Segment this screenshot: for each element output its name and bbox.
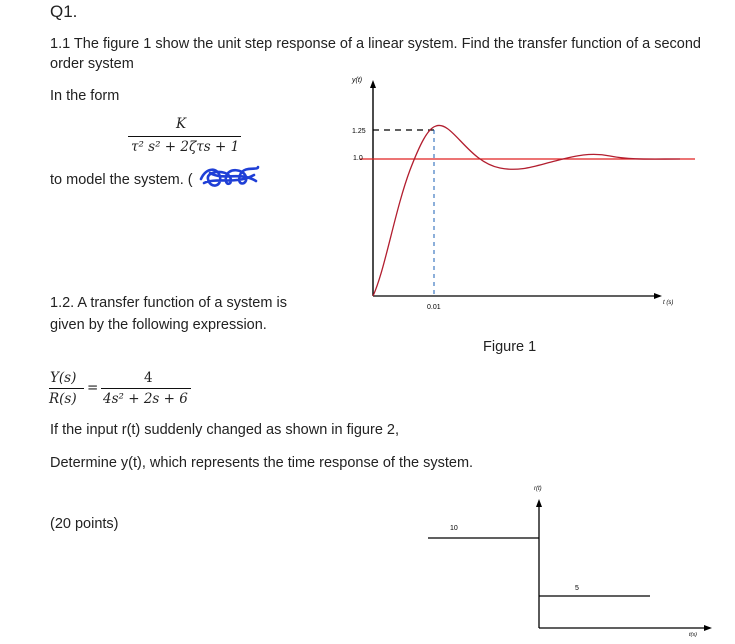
- points-label: (20 points): [50, 516, 119, 532]
- figure1-step-response: [340, 70, 700, 320]
- tf-denominator: τ² s² + 2ζτs + 1: [131, 139, 240, 155]
- input-change-text: If the input r(t) suddenly changed as shown in figure 2,: [50, 422, 400, 438]
- tf-numerator: K: [176, 116, 187, 132]
- eq-equals: =: [87, 380, 99, 396]
- eq-rhs-fraction-bar: [101, 388, 191, 389]
- figure1-caption: Figure 1: [483, 339, 537, 355]
- fig1-tick-10: 1.0: [353, 155, 363, 162]
- eq-rhs-denominator: 4s² + 2s + 6: [103, 391, 188, 407]
- eq-lhs-fraction-bar: [49, 388, 84, 389]
- question-1-1-line1: 1.1 The figure 1 show the unit step response of a linear system. Find the transfer function of a second: [50, 36, 701, 52]
- form-label: In the form: [50, 88, 120, 104]
- fig1-response-curve: [373, 125, 680, 296]
- eq-lhs-denominator: R(s): [49, 391, 77, 407]
- fig1-tick-t: 0.01: [427, 304, 441, 311]
- eq-lhs-numerator: Y(s): [50, 370, 77, 386]
- model-text: to model the system. (: [50, 172, 193, 188]
- figure2-input-signal: [420, 480, 720, 640]
- fig1-x-arrow: [654, 293, 662, 299]
- fig2-level-high: 10: [450, 525, 458, 532]
- fig1-y-label: y(t): [352, 77, 363, 84]
- tf-fraction-bar: [128, 136, 241, 137]
- fig2-y-label: r(t): [534, 486, 542, 492]
- question-1-2-line1: 1.2. A transfer function of a system is: [50, 295, 287, 311]
- fig1-x-label: t (s): [663, 300, 674, 306]
- scribble-mark: [196, 163, 266, 191]
- question-1-1-line2: order system: [50, 56, 134, 72]
- fig2-x-label: t(s): [689, 632, 697, 638]
- fig1-tick-125: 1.25: [352, 128, 366, 135]
- determine-text: Determine y(t), which represents the time response of the system.: [50, 455, 474, 471]
- fig2-x-arrow: [704, 625, 712, 631]
- fig2-level-low: 5: [575, 585, 579, 592]
- question-1-2-line2: given by the following expression.: [50, 317, 267, 333]
- question-label: Q1.: [50, 2, 78, 21]
- fig2-y-arrow: [536, 499, 542, 507]
- eq-rhs-numerator: 4: [144, 370, 153, 386]
- fig1-y-arrow: [370, 80, 376, 88]
